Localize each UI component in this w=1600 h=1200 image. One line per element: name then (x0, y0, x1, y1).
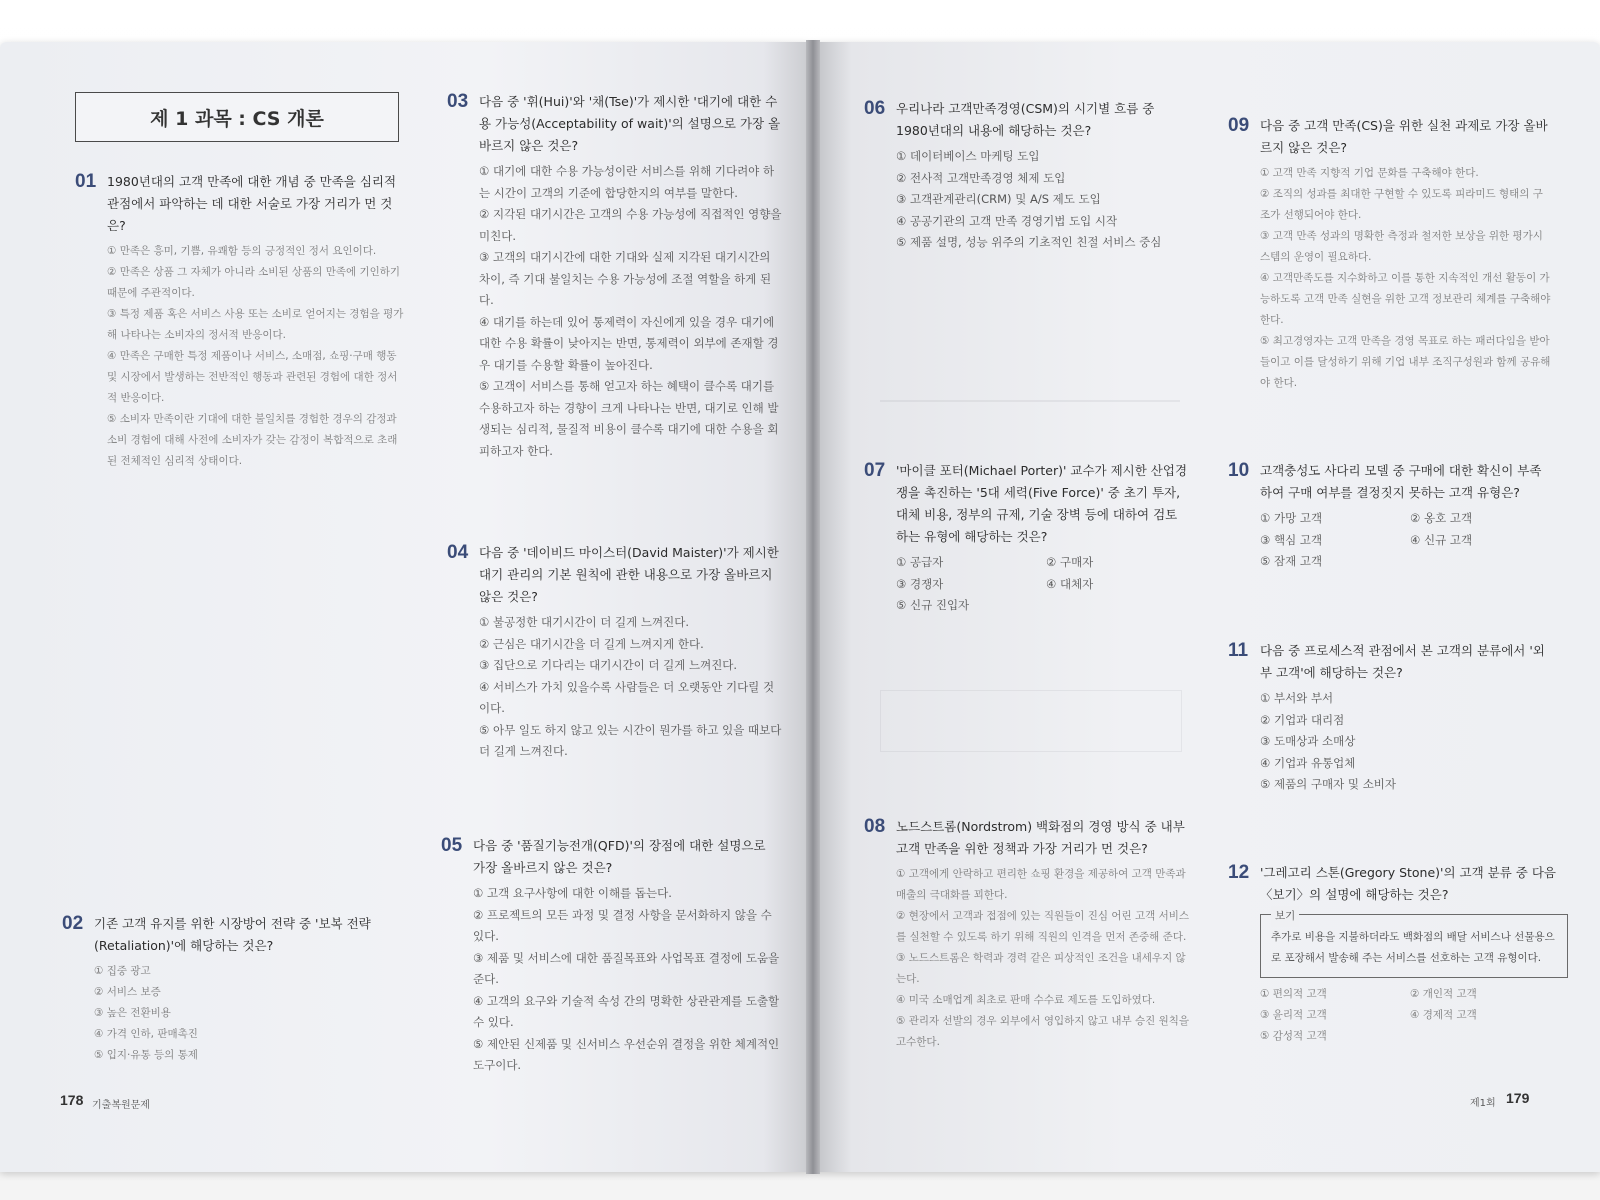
option: ① 공급자 (896, 555, 944, 569)
option: ② 근심은 대기시간을 더 길게 느껴지게 한다. (479, 636, 704, 651)
option: ① 고객 요구사항에 대한 이해를 돕는다. (473, 886, 672, 900)
question-number: 05 (441, 835, 463, 856)
option-list (1260, 984, 1558, 1047)
option: ② 현장에서 고객과 접점에 있는 직원들이 진심 어린 고객 서비스를 실천할 수 있도록 하기 위해 직원의 인격을 먼저 존중해 준다. (896, 910, 1190, 943)
option-list (479, 612, 782, 763)
left-page-label: 기출복원문제 (92, 1100, 150, 1111)
option-list (94, 961, 402, 1066)
option: ⑤ 최고경영자는 고객 만족을 경영 목표로 하는 패러다임을 받아들이고 이를 달성하기 위해 기업 내부 조직구성원과 함께 공유해야 한다. (1260, 335, 1551, 389)
option: ① 가망 고객 (1260, 511, 1323, 525)
question-text: 다음 중 '데이비드 마이스터(David Maister)'가 제시한 대기 관리의 기본 원칙에 관한 내용으로 가장 올바르지 않은 것은? (479, 545, 779, 604)
question-text: 기존 고객 유지를 위한 시장방어 전략 중 '보복 전략(Retaliation)'에 해당하는 것은? (94, 916, 371, 953)
option: ② 기업과 대리점 (1260, 712, 1345, 727)
option: ⑤ 신규 진입자 (896, 598, 970, 612)
option: ④ 미국 소매업계 최초로 판매 수수료 제도를 도입하였다. (896, 994, 1156, 1006)
option: ② 조직의 성과를 최대한 구현할 수 있도록 피라미드 형태의 구조가 선행되어야 한다. (1260, 188, 1543, 221)
option-list (1260, 688, 1553, 796)
question-number: 12 (1228, 862, 1250, 883)
question-number: 04 (447, 542, 469, 563)
subject-title: 제 1 과목 : CS 개론 (75, 92, 399, 142)
option: ③ 경쟁자 (896, 576, 944, 591)
question-text: 다음 중 고객 만족(CS)을 위한 실천 과제로 가장 올바르지 않은 것은? (1260, 118, 1548, 155)
option: ③ 핵심 고객 (1260, 532, 1323, 547)
option: ④ 경제적 고객 (1410, 1009, 1477, 1021)
question-text: 다음 중 '휘(Hui)'와 '채(Tse)'가 제시한 '대기에 대한 수용 가능성(Acceptability of wait)'의 설명으로 가장 올바르지 않은 것은? (479, 94, 781, 153)
book-spine (806, 40, 820, 1174)
question-10 (1228, 460, 1553, 573)
question-02 (62, 913, 402, 1066)
option-list (896, 552, 1189, 617)
option: ⑤ 고객이 서비스를 통해 얻고자 하는 혜택이 클수록 대기를 수용하고자 하는 경향이 크게 나타나는 반면, 대기로 인해 발생되는 심리적, 물질적 비용이 클수록 대기에 대한 수용을 회피하고자 한다. (479, 379, 779, 458)
option: ① 대기에 대한 수용 가능성이란 서비스를 위해 기다려야 하는 시간이 고객의 기준에 합당한지의 여부를 말한다. (479, 164, 775, 200)
option: ③ 노드스트롬은 학력과 경력 같은 피상적인 조건을 내세우지 않는다. (896, 952, 1186, 985)
option: ③ 특정 제품 혹은 서비스 사용 또는 소비로 얻어지는 경험을 평가해 나타나는 소비자의 정서적 반응이다. (107, 308, 404, 341)
option: ④ 만족은 구매한 특정 제품이나 서비스, 소매점, 쇼핑·구매 행동 및 시장에서 발생하는 전반적인 행동과 관련된 경험에 대한 정서적 반응이다. (107, 350, 398, 404)
question-text: '그레고리 스톤(Gregory Stone)'의 고객 분류 중 다음 〈보기〉의 설명에 해당하는 것은? (1260, 865, 1556, 902)
option: ③ 집단으로 기다리는 대기시간이 더 길게 느껴진다. (479, 658, 738, 672)
question-number: 01 (75, 171, 97, 192)
option: ② 만족은 상품 그 자체가 아니라 소비된 상품의 만족에 기인하기 때문에 주관적이다. (107, 266, 401, 299)
question-number: 10 (1228, 460, 1250, 481)
option: ⑤ 제품 설명, 성능 위주의 기초적인 친절 서비스 중심 (896, 235, 1162, 249)
option: ② 개인적 고객 (1410, 988, 1477, 1000)
example-box (1260, 910, 1568, 978)
question-text: 우리나라 고객만족경영(CSM)의 시기별 흐름 중 1980년대의 내용에 해당하는 것은? (896, 101, 1155, 138)
option: ⑤ 제품의 구매자 및 소비자 (1260, 777, 1397, 791)
option: ③ 고객의 대기시간에 대한 기대와 실제 지각된 대기시간의 차이, 즉 기대 불일치는 수용 가능성에 조절 역할을 하게 된다. (479, 250, 772, 307)
option: ④ 가격 인하, 판매촉진 (94, 1028, 198, 1040)
option-list (1260, 508, 1553, 573)
question-03 (447, 91, 782, 462)
option: ④ 고객의 요구와 기술적 속성 간의 명확한 상관관계를 도출할 수 있다. (473, 993, 780, 1029)
option: ④ 대기를 하는데 있어 통제력이 자신에게 있을 경우 대기에 대한 수용 확률이 낮아지는 반면, 통제력이 외부에 존재할 경우 대기를 수용할 확률이 높아진다. (479, 314, 779, 372)
option: ② 프로젝트의 모든 과정 및 결정 사항을 문서화하지 않을 수 있다. (473, 907, 772, 943)
show-through (880, 400, 1180, 442)
option: ② 서비스 보증 (94, 986, 161, 998)
option: ② 옹호 고객 (1410, 511, 1473, 525)
option: ① 고객에게 안락하고 편리한 쇼핑 환경을 제공하여 고객 만족과 매출의 극대화를 꾀한다. (896, 868, 1186, 901)
question-text: 고객충성도 사다리 모델 중 구매에 대한 확신이 부족하여 구매 여부를 결정짓지 못하는 고객 유형은? (1260, 463, 1542, 500)
option: ④ 신규 고객 (1410, 532, 1473, 547)
question-08 (864, 816, 1194, 1053)
option: ③ 윤리적 고객 (1260, 1009, 1327, 1021)
question-12 (1228, 862, 1558, 1047)
option: ③ 고객관계관리(CRM) 및 A/S 제도 도입 (896, 192, 1101, 206)
question-text: 다음 중 프로세스적 관점에서 본 고객의 분류에서 '외부 고객'에 해당하는 것은? (1260, 643, 1545, 680)
question-text: 노드스트롬(Nordstrom) 백화점의 경영 방식 중 내부고객 만족을 위한 정책과 가장 거리가 먼 것은? (896, 819, 1185, 856)
option: ② 전사적 고객만족경영 체제 도입 (896, 170, 1066, 185)
question-text: 1980년대의 고객 만족에 대한 개념 중 만족을 심리적 관점에서 파악하는 데 대한 서술로 가장 거리가 먼 것은? (107, 174, 397, 233)
option-list (107, 241, 405, 472)
option: ① 집중 광고 (94, 965, 151, 977)
option: ④ 고객만족도를 지수화하고 이를 통한 지속적인 개선 활동이 가능하도록 고객 만족 실현을 위한 고객 정보관리 체계를 구축해야 한다. (1260, 272, 1551, 326)
question-07 (864, 460, 1189, 617)
question-09 (1228, 115, 1553, 394)
option: ④ 대체자 (1046, 576, 1094, 591)
question-11 (1228, 640, 1553, 796)
option: ⑤ 감성적 고객 (1260, 1030, 1327, 1042)
question-text: '마이클 포터(Michael Porter)' 교수가 제시한 산업경쟁을 촉진하는 '5대 세력(Five Force)' 중 초기 투자, 대체 비용, 정부의 규제, 기술 장벽 등에 대하여 검토하는 유형에 해당하는 것은? (896, 463, 1188, 544)
question-number: 02 (62, 913, 84, 934)
left-page-number: 178 (60, 1092, 84, 1108)
question-number: 07 (864, 460, 886, 481)
option-list (896, 864, 1194, 1053)
example-box-label: 보기 (1271, 906, 1299, 927)
question-06 (864, 98, 1189, 254)
option: ① 고객 만족 지향적 기업 문화를 구축해야 한다. (1260, 167, 1479, 179)
option-list (473, 883, 781, 1077)
option: ② 지각된 대기시간은 고객의 수용 가능성에 직접적인 영향을 미친다. (479, 207, 782, 243)
option: ⑤ 제안된 신제품 및 신서비스 우선순위 결정을 위한 체계적인 도구이다. (473, 1036, 780, 1072)
option: ① 편의적 고객 (1260, 988, 1327, 1000)
option-list (479, 161, 782, 462)
question-text: 다음 중 '품질기능전개(QFD)'의 장점에 대한 설명으로 가장 올바르지 않은 것은? (473, 838, 766, 875)
option: ⑤ 아무 일도 하지 않고 있는 시간이 뭔가를 하고 있을 때보다 더 길게 느껴진다. (479, 722, 782, 758)
question-number: 11 (1228, 640, 1249, 661)
question-04 (447, 542, 782, 763)
question-number: 06 (864, 98, 886, 119)
option: ① 불공정한 대기시간이 더 길게 느껴진다. (479, 615, 689, 629)
question-number: 09 (1228, 115, 1250, 136)
option: ③ 높은 전환비용 (94, 1007, 171, 1019)
option: ① 데이터베이스 마케팅 도입 (896, 149, 1040, 163)
option: ① 부서와 부서 (1260, 691, 1334, 705)
example-box-text: 추가로 비용을 지불하더라도 백화점의 배달 서비스나 선물용으로 포장해서 발송해 주는 서비스를 선호하는 고객 유형이다. (1271, 931, 1555, 964)
question-number: 03 (447, 91, 469, 112)
option: ⑤ 관리자 선발의 경우 외부에서 영입하지 않고 내부 승진 원칙을 고수한다. (896, 1015, 1190, 1048)
question-01 (75, 171, 405, 472)
option: ④ 기업과 유통업체 (1260, 755, 1356, 770)
option: ⑤ 소비자 만족이란 기대에 대한 불일치를 경험한 경우의 감정과 소비 경험에 대해 사전에 소비자가 갖는 감정이 복합적으로 초래된 전체적인 심리적 상태이다. (107, 413, 398, 467)
option: ⑤ 입지·유통 등의 통제 (94, 1049, 198, 1061)
right-page-label: 제1회 (1470, 1098, 1496, 1109)
right-page-number: 179 (1506, 1090, 1530, 1106)
show-through (880, 690, 1182, 752)
option-list (896, 146, 1189, 254)
option: ① 만족은 흥미, 기쁨, 유쾌함 등의 긍정적인 정서 요인이다. (107, 245, 377, 257)
question-05 (441, 835, 781, 1077)
option: ③ 도매상과 소매상 (1260, 734, 1356, 748)
option-list (1260, 163, 1553, 394)
option: ② 구매자 (1046, 555, 1094, 569)
question-number: 08 (864, 816, 886, 837)
option: ③ 제품 및 서비스에 대한 품질목표와 사업목표 결정에 도움을 준다. (473, 950, 780, 986)
option: ④ 서비스가 가치 있을수록 사람들은 더 오랫동안 기다릴 것이다. (479, 679, 775, 715)
option: ⑤ 잠재 고객 (1260, 554, 1323, 568)
option: ④ 공공기관의 고객 만족 경영기법 도입 시작 (896, 213, 1118, 228)
option: ③ 고객 만족 성과의 명확한 측정과 철저한 보상을 위한 평가시스템의 운영이 필요하다. (1260, 230, 1543, 263)
